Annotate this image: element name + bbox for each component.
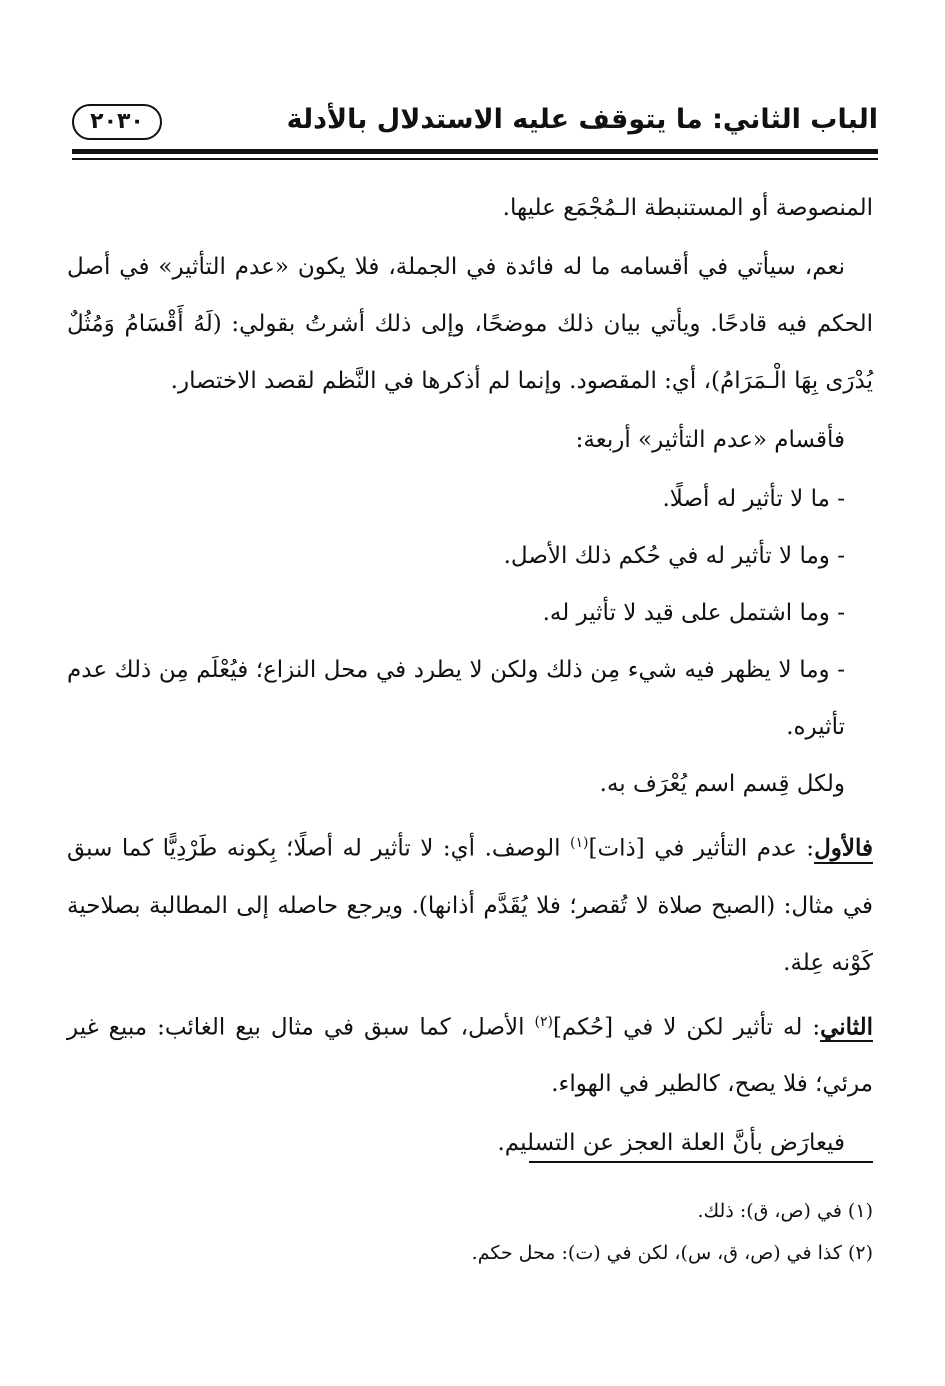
footnote-2: (٢) كذا في (ص، ق، س)، لكن في (ت): محل حكم.: [471, 1242, 873, 1264]
footnote-ref-1[interactable]: (١): [570, 835, 589, 851]
list-item-4: - وما لا يظهر فيه شيء مِن ذلك ولكن لا يطرد في محل النزاع؛ فيُعْلَم مِن ذلك عدم تأثيره.: [67, 657, 845, 740]
header-rule-thick: [72, 149, 878, 154]
list-item-1: - ما لا تأثير له أصلًا.: [662, 486, 845, 512]
running-header: [72, 100, 878, 148]
paragraph-2: نعم، سيأتي في أقسامه ما له فائدة في الجملة، فلا يكون «عدم التأثير» في أصل الحكم فيه قادحًا. ويأتي بيان ذلك موضحًا، وإلى ذلك أشرتُ بقولي: (لَهُ أَقْسَامُ وَمُثُلٌ يُدْرَى بِهَا الْـمَرَامُ)، أي: المقصود. وإنما لم أذكرها في النَّظم لقصد الاختصار.: [67, 254, 873, 394]
section-label-second: الثاني: [820, 1013, 873, 1041]
page-number: ٢٠٣٠: [72, 104, 162, 140]
paragraph-6: [67, 994, 873, 1114]
paragraph-3: فأقسام «عدم التأثير» أربعة:: [575, 427, 845, 453]
paragraph-1: المنصوصة أو المستنبطة الـمُجْمَع عليها.: [502, 195, 873, 221]
paragraph-5-part-b: الوصف. أي: لا تأثير له أصلًا؛ بِكونه طَرْدِيًّا كما سبق في مثال: (الصبح صلاة لا تُقصر؛ فلا يُقَدَّم أذانها). ويرجع حاصله إلى المطالبة بصلاحية كَوْنه عِلة.: [67, 835, 873, 976]
paragraph-5: [67, 815, 873, 992]
section-label-first: فالأول: [814, 834, 873, 862]
paragraph-5-part-a: : عدم التأثير في [ذات]: [588, 835, 815, 862]
footnote-1: (١) في (ص، ق): ذلك.: [697, 1200, 873, 1222]
paragraph-4: ولكل قِسم اسم يُعْرَف به.: [599, 771, 845, 797]
chapter-title: الباب الثاني: ما يتوقف عليه الاستدلال بالأدلة: [286, 104, 878, 135]
footnote-ref-2[interactable]: (٢): [534, 1013, 553, 1030]
main-text: [67, 180, 873, 1174]
footnote-separator: [529, 1161, 873, 1163]
header-rule-thin: [72, 158, 878, 160]
footnotes: [67, 1190, 873, 1274]
paragraph-6-part-b: الأصل، كما سبق في مثال بيع الغائب: مبيع غير مرئي؛ فلا يصح، كالطير في الهواء.: [67, 1014, 873, 1098]
paragraph-7: فيعارَض بأنَّ العلة العجز عن التسليم.: [497, 1130, 845, 1157]
paragraph-6-part-a: : له تأثير لكن لا في [حُكم]: [552, 1014, 821, 1041]
list-item-3: - وما اشتمل على قيد لا تأثير له.: [542, 600, 845, 626]
list-item-2: - وما لا تأثير له في حُكم ذلك الأصل.: [503, 543, 845, 569]
